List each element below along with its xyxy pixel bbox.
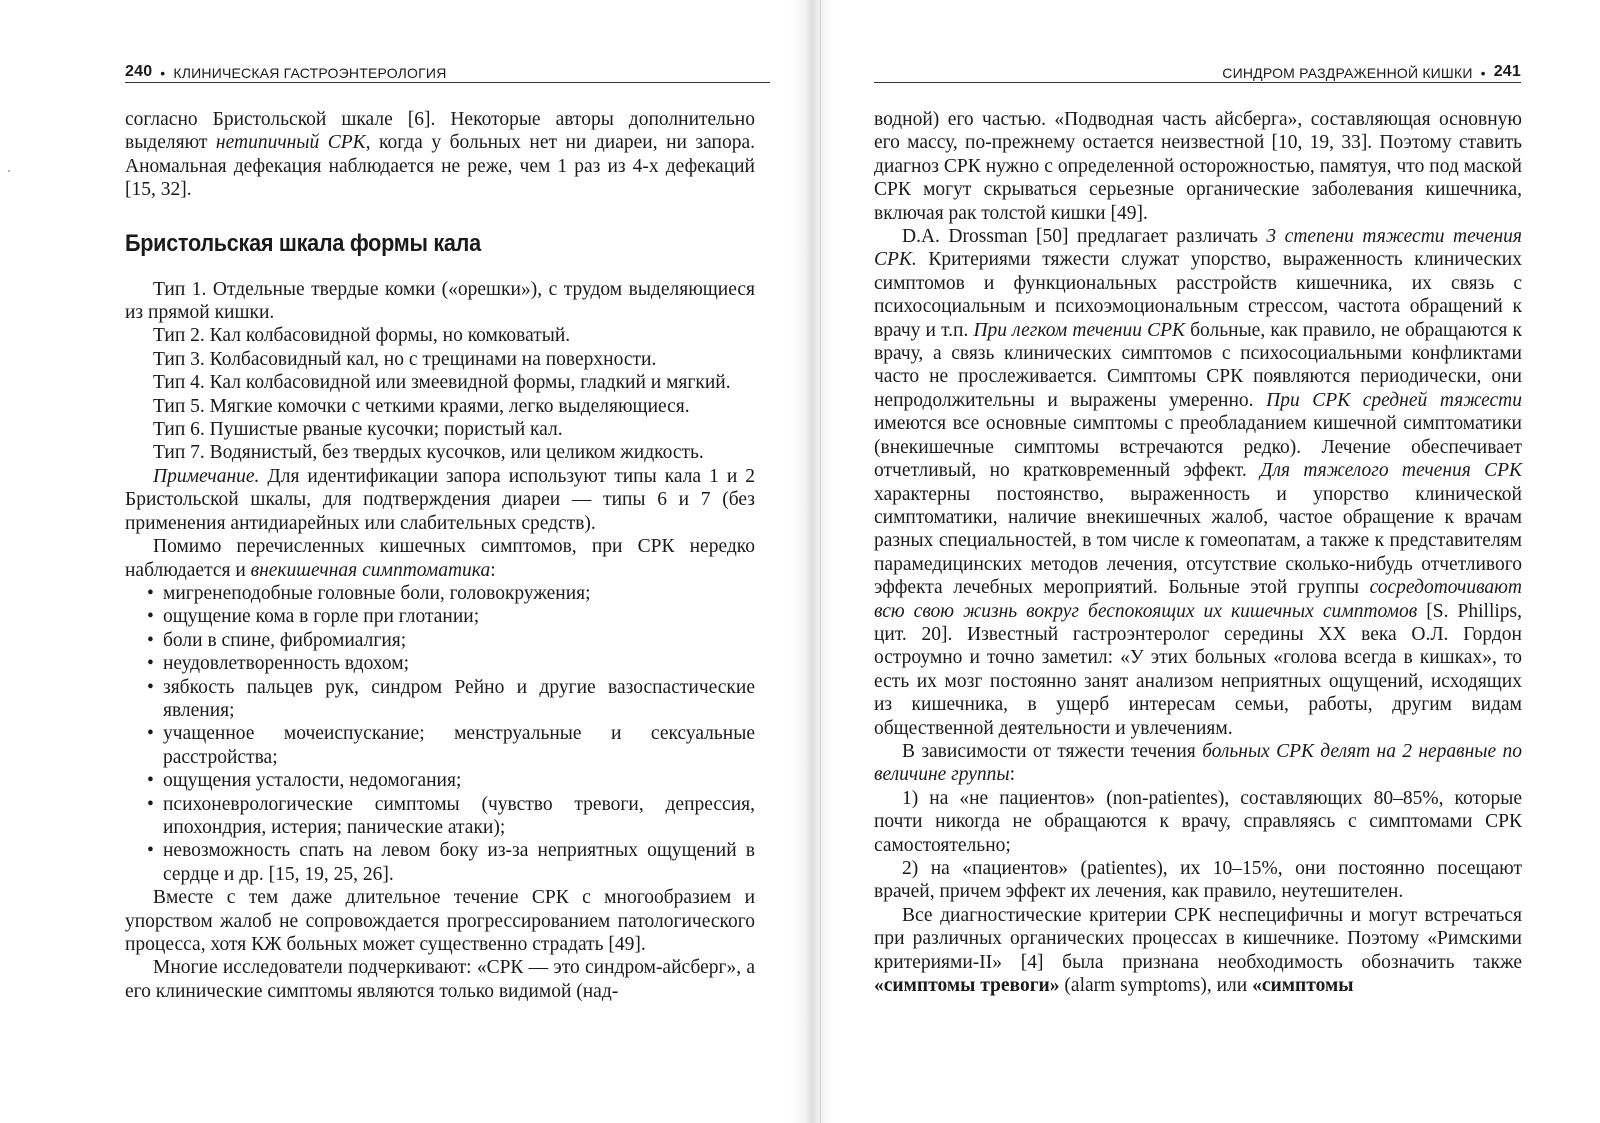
running-title: КЛИНИЧЕСКАЯ ГАСТРОЭНТЕРОЛОГИЯ xyxy=(173,65,447,81)
stool-type-6: Тип 6. Пушистые рваные кусочки; пористый кал. xyxy=(153,419,563,441)
stool-type-2: Тип 2. Кал колбасовидной формы, но комковатый. xyxy=(153,325,571,347)
stool-type-5: Тип 5. Мягкие комочки с четкими краями, легко выделяющиеся. xyxy=(153,395,690,417)
paragraph-intro: согласно Бристольской шкале [6]. Некоторые авторы дополнительно выделяют нетипичный СРК, когда у больных нет ни диареи, ни запора. Аномальная дефекация наблюдается не реже, чем 1 раз из 4-х дефекаций [15, 32]. xyxy=(125,109,755,201)
running-head-right xyxy=(874,57,1521,81)
list-item: • зябкость пальцев рук, синдром Рейно и другие вазоспастические явления; xyxy=(125,676,755,723)
right-page-body xyxy=(874,108,1522,997)
running-head-left xyxy=(125,57,770,81)
bullet-separator: • xyxy=(1480,65,1486,81)
paragraph-extraintestinal: Помимо перечисленных кишечных симптомов, при СРК нередко наблюдается и внекишечная симптоматика: xyxy=(125,536,755,581)
paragraph-iceberg: Многие исследователи подчеркивают: «СРК — это синдром-айсберг», а его клинические симптомы являются только видимой (над- xyxy=(125,957,755,1002)
paragraph-severity: D.A. Drossman [50] предлагает различать 3 степени тяжести течения СРК. Критериями тяжести служат упорство, выраженность клинических симптомов и функциональных расстройств кишечника, их связь с психосоциальным и психоэмоциональным стрессом, частота обращений к врачу и т.п. При легком течении СРК больные, как правило, не обращаются к врачу, а связь клинических симптомов с психосоциальными конфликтами часто не прослеживается. Симптомы СРК появляются периодически, они непродолжительны и выражены умеренно. При СРК средней тяжести имеются все основные симптомы с преобладанием кишечной симптоматики (внекишечные симптомы встречаются редко). Лечение обеспечивает отчетливый, но кратковременный эффект. Для тяжелого течения СРК характерны постоянство, выраженность и упорство клинической симптоматики, наличие внекишечных жалоб, частое обращение к врачам разных специальностей, в том числе к гомеопатам, а также к представителям парамедицинских методов лечения, отсутствие сколько-нибудь отчетливого эффекта лечебных мероприятий. Больные этой группы сосредоточивают всю свою жизнь вокруг беспокоящих их кишечных симптомов [S. Phillips, цит. 20]. Известный гастроэнтеролог середины XX века О.Л. Гордон остроумно и точно заметил: «У этих больных «голова всегда в кишках», то есть их мозг постоянно занят анализом неприятных ощущений, исходящих из кишечника, в ущерб интересам семьи, работы, другим видам общественной деятельности и увлечениям. xyxy=(874,226,1522,739)
list-item: • ощущения усталости, недомогания; xyxy=(125,769,755,792)
stool-type-1: Тип 1. Отдельные твердые комки («орешки»), с трудом выделяющиеся из прямой кишки. xyxy=(125,278,755,324)
paragraph-criteria: Все диагностические критерии СРК неспецифичны и могут встречаться при различных органических процессах в кишечнике. Поэтому «Римскими критериями-II» [4] была признана необходимость обозначить также «симптомы тревоги» (alarm symptoms), или «симптомы xyxy=(874,904,1522,997)
symptom-list xyxy=(125,582,755,886)
list-item: • психоневрологические симптомы (чувство тревоги, депрессия, ипохондрия, истерия; панические атаки); xyxy=(125,793,755,840)
bullet-separator: • xyxy=(160,65,166,81)
paragraph-non-patients: 1) на «не пациентов» (non-patientes), составляющих 80–85%, которые почти никогда не обращаются к врачу, справляясь с симптомами СРК самостоятельно; xyxy=(874,787,1522,856)
left-page-body xyxy=(125,108,755,1003)
list-item: • боли в спине, фибромиалгия; xyxy=(125,629,755,652)
book-gutter xyxy=(790,0,834,1123)
stool-type-7: Тип 7. Водянистый, без твердых кусочков, или целиком жидкость. xyxy=(153,442,704,464)
paragraph-patients: 2) на «пациентов» (patientes), их 10–15%, они постоянно посещают врачей, причем эффект их лечения, как правило, неутешителен. xyxy=(874,858,1522,903)
header-rule xyxy=(874,82,1521,83)
stool-type-4: Тип 4. Кал колбасовидной или змеевидной формы, гладкий и мягкий. xyxy=(153,372,731,394)
list-item: • неудовлетворенность вдохом; xyxy=(125,652,755,675)
header-rule xyxy=(125,82,770,83)
list-item: • ощущение кома в горле при глотании; xyxy=(125,605,755,628)
page-number: 240 xyxy=(125,63,153,80)
paragraph-continued: водной) его частью. «Подводная часть айсберга», составляющая основную его массу, по-прежнему остается неизвестной [10, 19, 33]. Поэтому ставить диагноз СРК нужно с определенной осторожностью, памятуя, что под маской СРК могут скрываться серьезные органические заболевания кишечника, включая рак толстой кишки [49]. xyxy=(874,109,1522,224)
list-item: • мигренеподобные головные боли, головокружения; xyxy=(125,582,755,605)
section-heading: Бристольская шкала формы кала xyxy=(125,229,481,257)
list-item: • невозможность спать на левом боку из-за неприятных ощущений в сердце и др. [15, 19, 25, 26]. xyxy=(125,839,755,886)
paragraph-course: Вместе с тем даже длительное течение СРК с многообразием и упорством жалоб не сопровождается прогрессированием патологического процесса, хотя КЖ больных может существенно страдать [49]. xyxy=(125,887,755,955)
right-page xyxy=(830,0,1600,1123)
list-item: • учащенное мочеиспускание; менструальные и сексуальные расстройства; xyxy=(125,722,755,769)
paragraph-groups: В зависимости от тяжести течения больных СРК делят на 2 неравные по величине группы: xyxy=(874,740,1522,786)
page-number: 241 xyxy=(1493,63,1521,80)
running-title: СИНДРОМ РАЗДРАЖЕННОЙ КИШКИ xyxy=(1222,65,1473,81)
gutter-fold xyxy=(820,0,821,1123)
stool-type-3: Тип 3. Колбасовидный кал, но с трещинами на поверхности. xyxy=(153,348,657,370)
scan-speck xyxy=(8,170,10,172)
paragraph-note: Примечание. Для идентификации запора используют типы кала 1 и 2 Бристольской шкалы, для подтверждения диареи — типы 6 и 7 (без применения антидиарейных или слабительных средств). xyxy=(125,465,755,534)
